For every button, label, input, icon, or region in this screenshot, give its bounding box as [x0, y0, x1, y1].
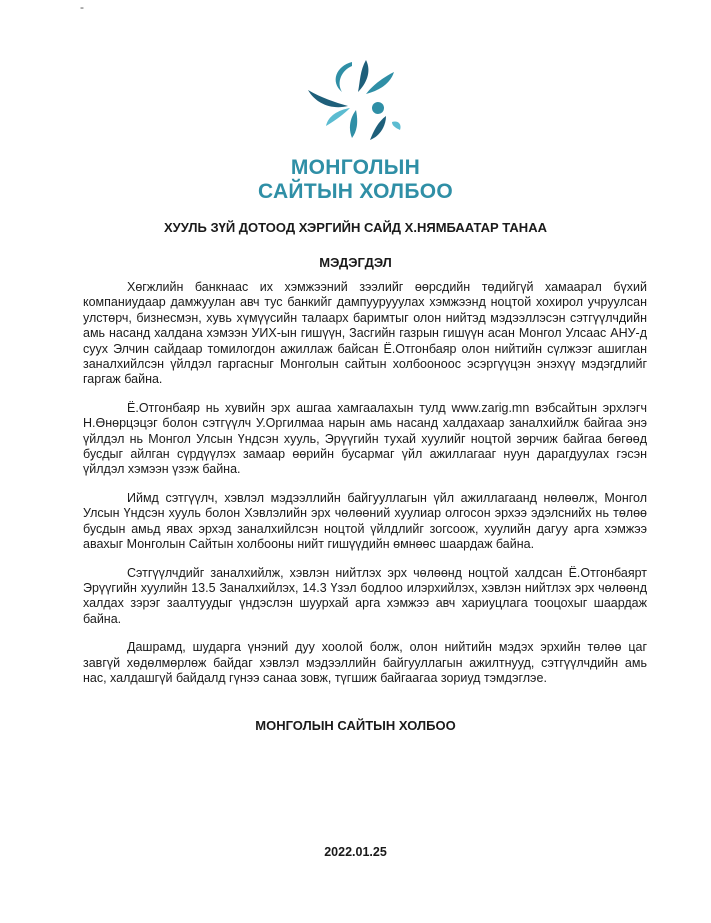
document-body: [83, 280, 647, 699]
document-date: 2022.01.25: [324, 845, 387, 859]
logo: [0, 52, 711, 204]
corner-mark: -: [80, 0, 84, 14]
paragraph: Иймд сэтгүүлч, хэвлэл мэдээллийн байгууллагын үйл ажиллагаанд нөлөөлж, Монгол Улсын Үндсэн хууль болон Хэвлэлийн эрх чөлөөний хуулиар олгосон эрхээ эдэлснийх нь төлөө бусдын амьд явах эрхэд заналхийлсэн ноцтой үйлдлийг зогсоож, хуулийн дагуу арга хэмжээ авахыг Монголын Сайтын холбооны нийт гишүүдийн өмнөөс шаардаж байна.: [83, 490, 647, 552]
logo-text-line1: МОНГОЛЫН: [290, 156, 421, 179]
logo-text-line2: САЙТЫН ХОЛБОО: [258, 180, 453, 203]
swirl-flower-logo-icon: [286, 52, 426, 148]
signature: МОНГОЛЫН САЙТЫН ХОЛБОО: [255, 718, 456, 733]
paragraph: Хөгжлийн банкнаас их хэмжээний зээлийг өөрсдийн төдийгүй хамаарал бүхий компаниудаар дамжуулан авч тус банкийг дампуурууулах хэмжээнд ноцтой хохирол учруулсан улстөрч, бизнесмэн, хувь хүмүүсийн талаарх баримтыг олон нийтэд мэдээллэсэн сэтгүүлчдийн амь насанд халдана хэмээн УИХ-ын гишүүн, Засгийн газрын гишүүн асан Монгол Улсаас АНУ-д суух Элчин сайдаар томилогдон ажиллаж байсан Ё.Отгонбаяр олон нийтийн сүлжээг ашиглан заналхийлсэн үйлдэл гаргасныг Монголын сайтын холбооноос эсэргүүцэн энэхүү мэдэгдлийг гаргаж байна.: [83, 280, 647, 387]
document-subtitle: МЭДЭГДЭЛ: [319, 255, 392, 270]
paragraph: Сэтгүүлчдийг заналхийлж, хэвлэн нийтлэх эрх чөлөөнд ноцтой халдсан Ё.Отгонбаярт Эрүүгийн хуулийн 13.5 Заналхийлэх, 14.3 Үзэл бодлоо илэрхийлэх, хэвлэн нийтлэх эрх чөлөөнд халдах зэрэг заалтуудыг үндэслэн шуурхай арга хэмжээ авч хариуцлага тооцохыг шаардаж байна.: [83, 565, 647, 626]
document-title: ХУУЛЬ ЗҮЙ ДОТООД ХЭРГИЙН САЙД Х.НЯМБААТАР ТАНАА: [164, 220, 547, 235]
paragraph: Ё.Отгонбаяр нь хувийн эрх ашгаа хамгаалахын тулд www.zarig.mn вэбсайтын эрхлэгч Н.Өнөрцэцэг болон сэтгүүлч У.Оргилмаа нарын амь насанд халдахаар заналхийлж байгаа энэ үйлдэл нь Монгол Улсын Үндсэн хууль, Эрүүгийн тухай хуулийг ноцтой зөрчиж байгаа бөгөөд бусдыг айлган сүрдүүлэх замаар өөрийн бусармаг үйл ажиллагааг нуун дарагдуулах гэсэн үйлдэл хэмээн үзэж байна.: [83, 400, 647, 477]
paragraph: Дашрамд, шударга үнэний дуу хоолой болж, олон нийтийн мэдэх эрхийн төлөө цаг завгүй хөдөлмөрлөж байдаг хэвлэл мэдээллийн байгууллагын ажилтнууд, сэтгүүлчдийн амь нас, халдашгүй байдалд гүнээ санаа зовж, түгшиж байгаагаа зориуд тэмдэглэе.: [83, 640, 647, 685]
